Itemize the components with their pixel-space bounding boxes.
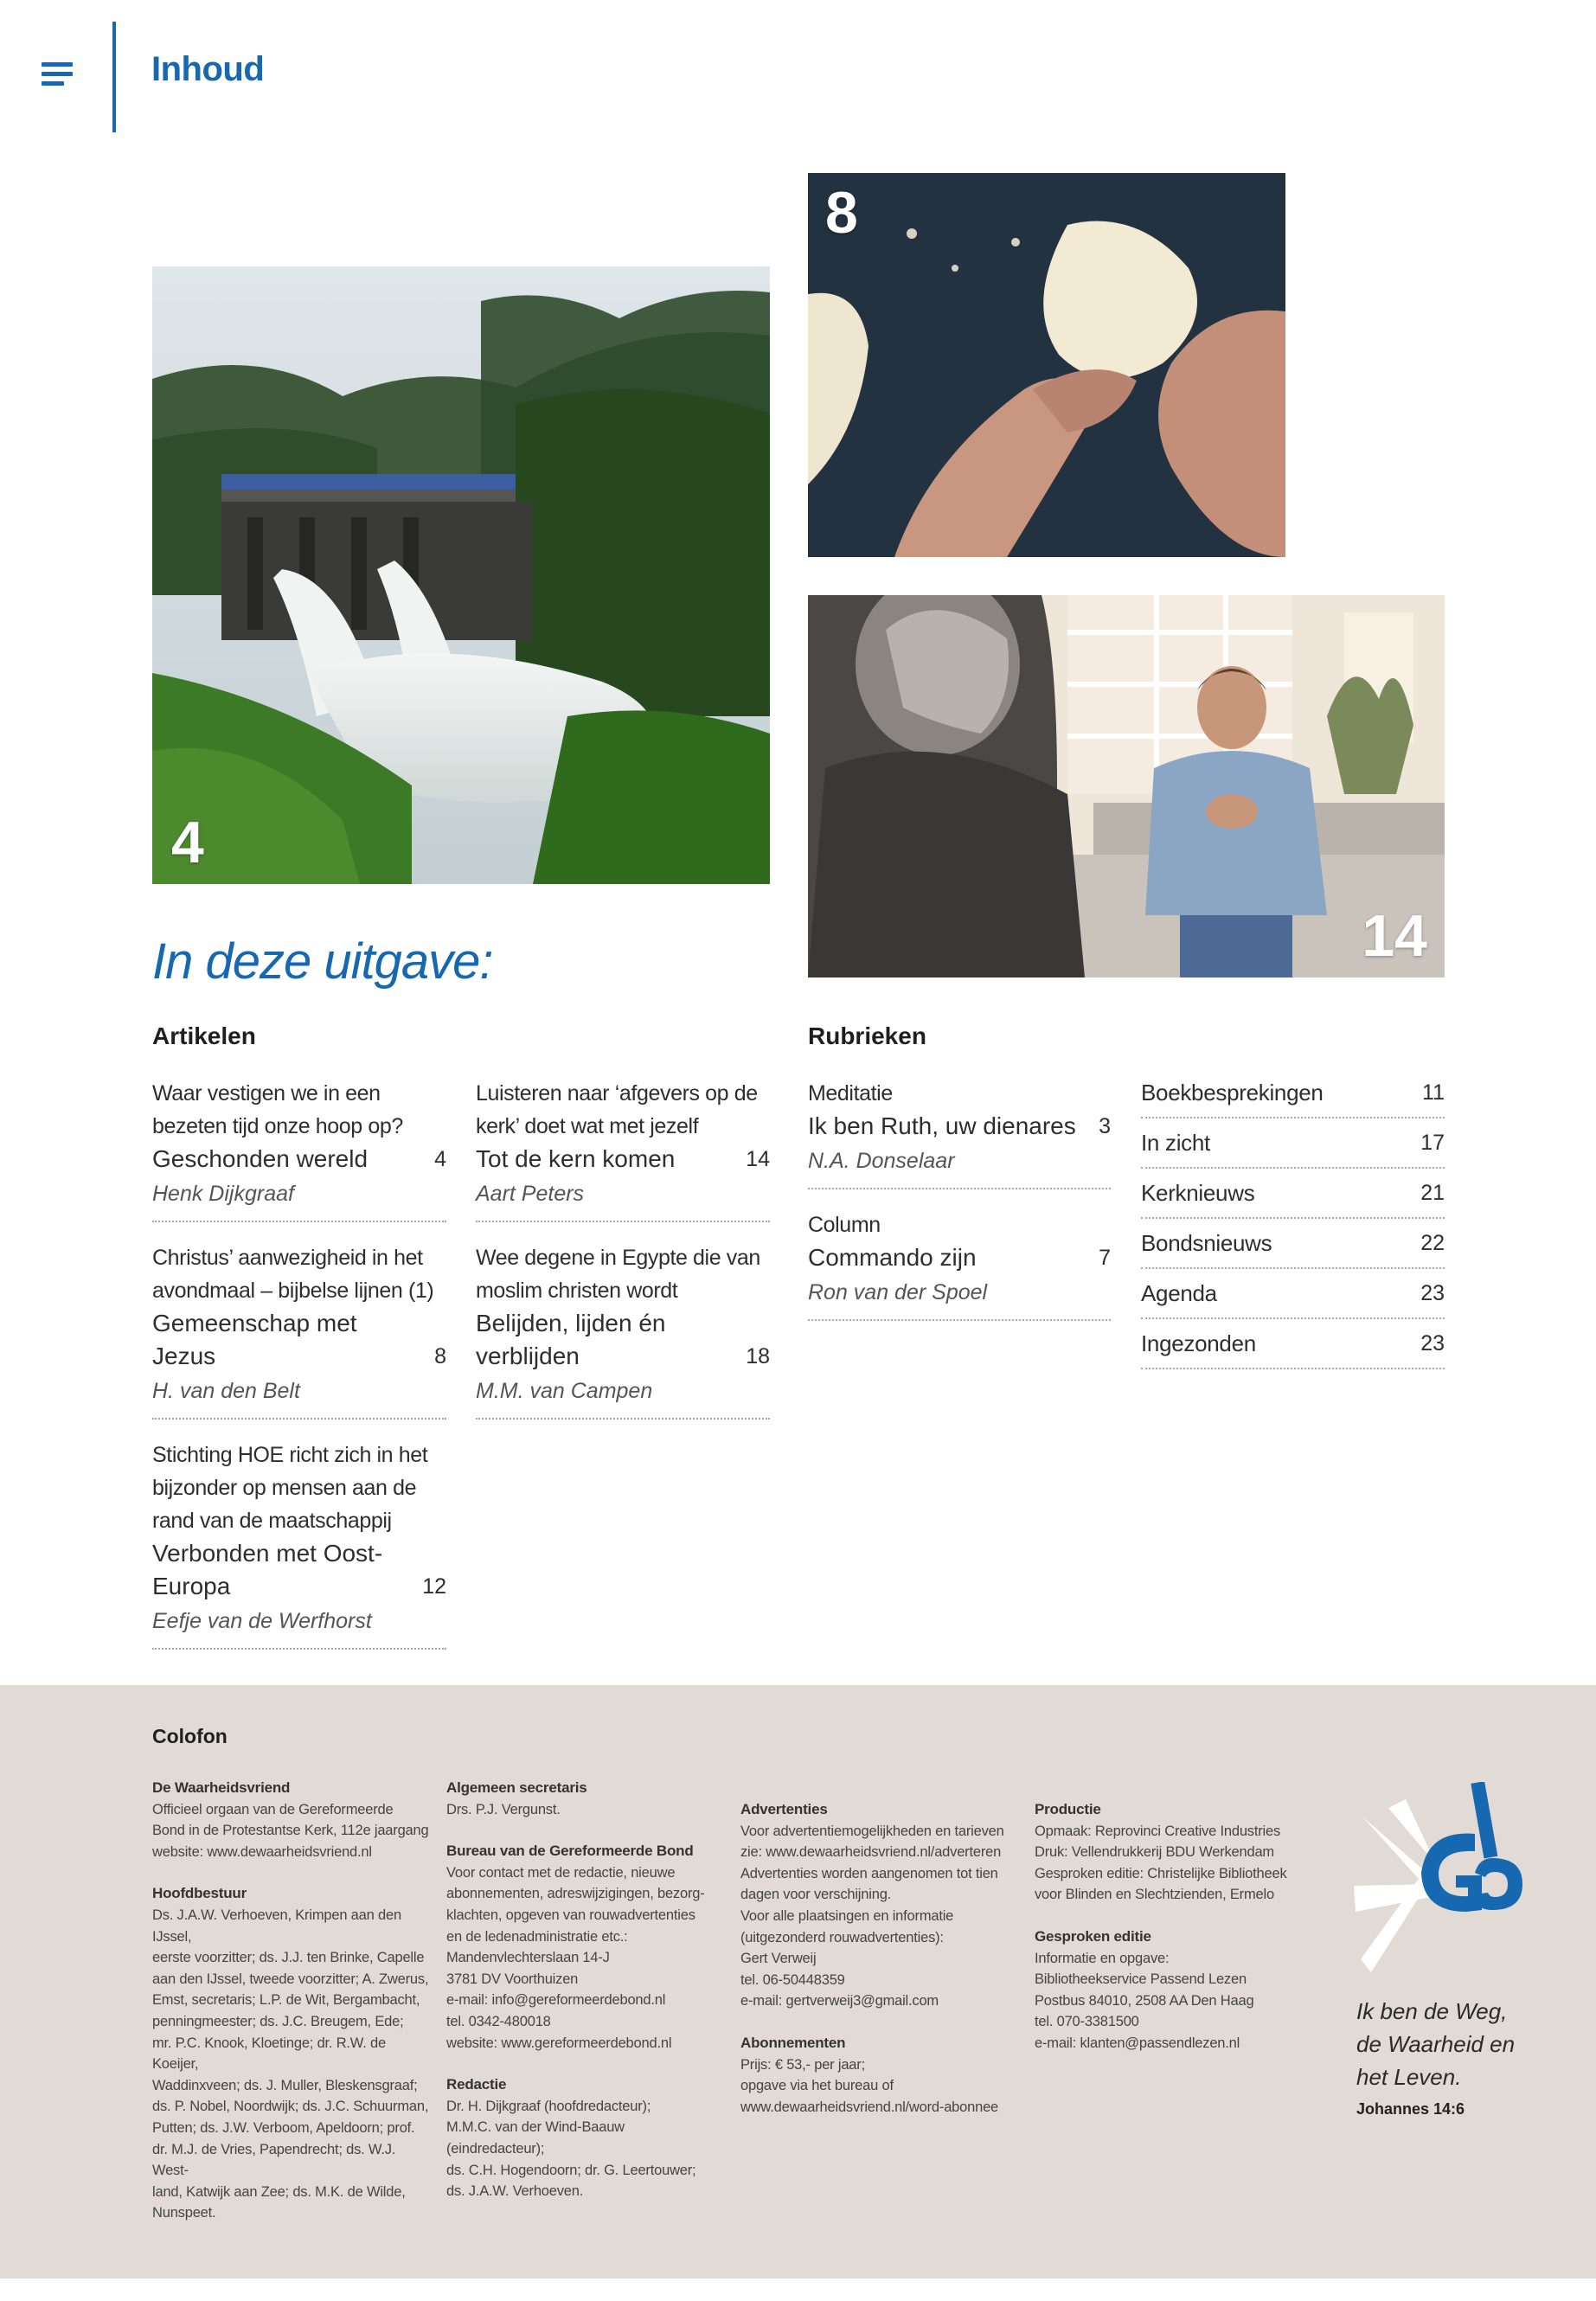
colofon-heading: Gesproken editie <box>1035 1927 1151 1945</box>
colofon-heading: Abonnementen <box>740 2034 846 2051</box>
rubriek-page: 23 <box>1420 1330 1445 1356</box>
article-title[interactable]: Belijden, lijden én verblijden <box>476 1310 666 1369</box>
rubrieken-column-1 <box>808 1077 1111 1340</box>
article-page: 12 <box>422 1574 446 1599</box>
rubriek-author: Ron van der Spoel <box>808 1280 988 1304</box>
rubriek-page: 3 <box>1099 1114 1111 1138</box>
page-number-badge: 14 <box>1362 903 1427 969</box>
article-entry[interactable] <box>152 1241 446 1420</box>
colofon-heading: Algemeen secretaris <box>446 1779 587 1796</box>
artikelen-column-1 <box>152 1077 446 1669</box>
rubriek-title[interactable]: Commando zijn <box>808 1244 977 1271</box>
rubriek-page: 11 <box>1422 1080 1445 1105</box>
bread-photo[interactable] <box>808 173 1285 557</box>
colofon-column-3 <box>740 1799 1017 2138</box>
colofon-heading: De Waarheidsvriend <box>152 1779 291 1796</box>
rubriek-entry[interactable] <box>808 1077 1111 1189</box>
bible-quote: Ik ben de Weg, de Waarheid en het Leven. <box>1356 1998 1516 2090</box>
section-label-rubrieken: Rubrieken <box>808 1022 926 1049</box>
article-title[interactable]: Tot de kern komen <box>476 1145 676 1172</box>
article-author: Henk Dijkgraaf <box>152 1182 294 1206</box>
rubriek-page: 22 <box>1420 1230 1445 1255</box>
rubriek-title[interactable]: Ik ben Ruth, uw dienares <box>808 1112 1076 1139</box>
colofon-text: Voor advertentiemogelijkheden en tarieven zie: www.dewaarheidsvriend.nl/adverteren Advertenties worden aangenomen tot tien dagen voor verschijning. Voor alle plaatsingen en informatie (uitgezonderd rouwadvertenties): Gert Verweij tel. 06-50448359 e-mail: gertverweij3@gmail.com <box>740 1823 1004 2009</box>
article-intro: Waar vestigen we in een bezeten tijd onze hoop op? <box>152 1081 403 1138</box>
colofon-title: Colofon <box>152 1725 228 1747</box>
article-entry[interactable] <box>476 1077 770 1222</box>
rubriek-item-kerknieuws[interactable] <box>1141 1169 1445 1219</box>
rubriek-label: Kerknieuws <box>1141 1179 1255 1206</box>
colofon-text: Drs. P.J. Vergunst. <box>446 1801 561 1817</box>
colofon-column-1 <box>152 1778 429 2245</box>
colofon-text: Opmaak: Reprovinci Creative Industries Druk: Vellendrukkerij BDU Werkendam Gesproken editie: Christelijke Bibliotheek voor Blinden en Slechtzienden, Ermelo <box>1035 1823 1287 1903</box>
colofon-heading: Bureau van de Gereformeerde Bond <box>446 1843 694 1860</box>
rubriek-author: N.A. Donselaar <box>808 1149 955 1173</box>
article-page: 8 <box>434 1344 446 1368</box>
page-title: Inhoud <box>151 50 265 88</box>
article-author: M.M. van Campen <box>476 1379 653 1403</box>
colofon-column-4 <box>1035 1799 1311 2075</box>
bible-reference: Johannes 14:6 <box>1356 2100 1465 2118</box>
rubrieken-column-2 <box>1141 1068 1445 1369</box>
colofon-heading: Advertenties <box>740 1801 828 1817</box>
rubriek-page: 21 <box>1420 1180 1445 1205</box>
article-page: 4 <box>434 1147 446 1171</box>
page-number-badge: 4 <box>171 810 204 875</box>
colofon-text: Dr. H. Dijkgraaf (hoofdredacteur); M.M.C. van der Wind-Baauw (eindredacteur); ds. C.H. Hogendoorn; dr. G. Leertouwer; ds. J.A.W. Verhoeven. <box>446 2098 696 2200</box>
article-entry[interactable] <box>476 1241 770 1420</box>
rubriek-item-bondsnieuws[interactable] <box>1141 1219 1445 1269</box>
header-divider <box>112 22 116 132</box>
dam-photo[interactable] <box>152 266 770 884</box>
colofon-heading: Productie <box>1035 1801 1101 1817</box>
article-author: H. van den Belt <box>152 1379 300 1403</box>
article-author: Eefje van de Werfhorst <box>152 1609 372 1633</box>
gereformeerde-bond-logo <box>1354 1782 1527 1972</box>
rubriek-intro: Meditatie <box>808 1081 893 1106</box>
rubriek-entry[interactable] <box>808 1208 1111 1321</box>
article-title[interactable]: Gemeenschap met Jezus <box>152 1310 357 1369</box>
rubriek-intro: Column <box>808 1213 881 1237</box>
counseling-photo[interactable] <box>808 595 1445 977</box>
issue-heading: In deze uitgave: <box>152 933 493 990</box>
article-entry[interactable] <box>152 1439 446 1650</box>
article-author: Aart Peters <box>476 1182 585 1206</box>
colofon-heading: Redactie <box>446 2076 507 2093</box>
rubriek-label: Boekbesprekingen <box>1141 1079 1324 1106</box>
rubriek-item-agenda[interactable] <box>1141 1269 1445 1319</box>
article-intro: Wee degene in Egypte die van moslim christen wordt <box>476 1246 760 1303</box>
article-entry[interactable] <box>152 1077 446 1222</box>
colofon-text: Ds. J.A.W. Verhoeven, Krimpen aan den IJssel, eerste voorzitter; ds. J.J. ten Brinke, Capelle aan den IJssel, tweede voorzitter; A. Zwerus, Emst, secretaris; L.P. de Wit, Bergambacht, penningmeester; ds. J.C. Breugem, Ede; mr. P.C. Knook, Kloetinge; dr. R.W. de Koeijer, Waddinxveen; ds. J. Muller, Bleskensgraaf; ds. P. Nobel, Noordwijk; ds. J.C. Schuurman, Putten; ds. J.W. Verboom, Apeldoorn; prof. dr. M.J. de Vries, Papendrecht; ds. W.J. West- land, Katwijk aan Zee; ds. M.K. de Wilde, Nunspeet. <box>152 1907 429 2221</box>
colofon-heading: Hoofdbestuur <box>152 1885 247 1902</box>
rubriek-page: 7 <box>1099 1246 1111 1270</box>
rubriek-page: 23 <box>1420 1280 1445 1305</box>
rubriek-item-ingezonden[interactable] <box>1141 1319 1445 1369</box>
rubriek-item-boekbesprekingen[interactable] <box>1141 1068 1445 1118</box>
artikelen-column-2 <box>476 1077 770 1439</box>
rubriek-page: 17 <box>1420 1130 1445 1155</box>
menu-icon[interactable] <box>42 62 73 87</box>
article-intro: Christus’ aanwezigheid in het avondmaal – bijbelse lijnen (1) <box>152 1246 434 1303</box>
colofon-text: Voor contact met de redactie, nieuwe abonnementen, adreswijzigingen, bezorg- klachten, opgeven van rouwadvertenties en de ledenadministratie etc.: Mandenvlechterslaan 14-J 3781 DV Voorthuizen e-mail: info@gereformeerdebond.nl tel. 0342-480018 website: www.gereformeerdebond.nl <box>446 1864 705 2051</box>
rubriek-label: Agenda <box>1141 1279 1217 1306</box>
article-page: 18 <box>746 1344 770 1368</box>
article-intro: Stichting HOE richt zich in het bijzonder op mensen aan de rand van de maatschappij <box>152 1443 428 1533</box>
article-title[interactable]: Geschonden wereld <box>152 1145 369 1172</box>
rubriek-label: Ingezonden <box>1141 1330 1256 1356</box>
colofon-text: Informatie en opgave: Bibliotheekservice Passend Lezen Postbus 84010, 2508 AA Den Haag tel. 070-3381500 e-mail: klanten@passendlezen.nl <box>1035 1950 1254 2051</box>
article-page: 14 <box>746 1147 770 1171</box>
colofon-text: Prijs: € 53,- per jaar; opgave via het bureau of www.dewaarheidsvriend.nl/word-abonnee <box>740 2056 999 2115</box>
page-number-badge: 8 <box>825 180 858 246</box>
section-label-artikelen: Artikelen <box>152 1022 256 1049</box>
article-title[interactable]: Verbonden met Oost-Europa <box>152 1540 383 1599</box>
colofon-text: Officieel orgaan van de Gereformeerde Bond in de Protestantse Kerk, 112e jaargang website: www.dewaarheidsvriend.nl <box>152 1801 429 1860</box>
rubriek-label: In zicht <box>1141 1129 1210 1156</box>
article-intro: Luisteren naar ‘afgevers op de kerk’ doet wat met jezelf <box>476 1081 758 1138</box>
colofon-column-2 <box>446 1778 723 2223</box>
rubriek-item-in-zicht[interactable] <box>1141 1118 1445 1169</box>
rubriek-label: Bondsnieuws <box>1141 1229 1272 1256</box>
